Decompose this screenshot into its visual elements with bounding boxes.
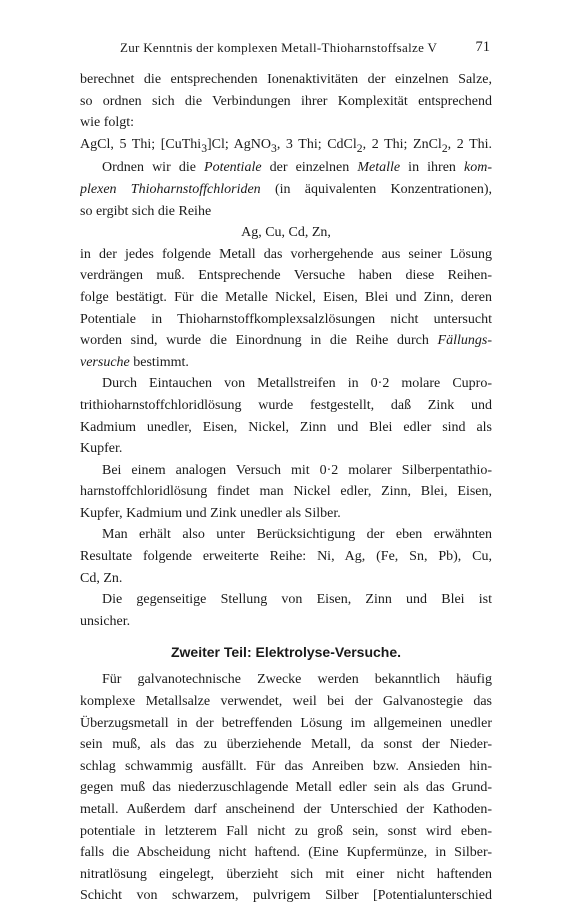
text-line: Potentiale in Thioharnstoffkomplexsalzlösungen nicht untersucht [80, 311, 492, 327]
emphasis: Fällungs- [437, 333, 492, 349]
metal-series: Ag, Cu, Cd, Zn, [241, 225, 331, 241]
text-line: Man erhält also unter Berücksichtigung der eben erwähnten [102, 527, 492, 543]
emphasis: Metalle [357, 160, 401, 176]
emphasis: versuche [80, 354, 130, 370]
text-line: folge bestätigt. Für die Metalle Nickel, Eisen, Blei und Zinn, deren [80, 289, 492, 305]
text-line: verdrängen muß. Entsprechende Versuche haben diese Reihen- [80, 268, 492, 284]
text-line: so ergibt sich die Reihe [80, 203, 212, 219]
text-line: nitratlösung eingelegt, überzieht sich mit einer nicht haftenden [80, 866, 492, 882]
text-line: harnstoffchloridlösung findet man Nickel edler, Zinn, Blei, Eisen, [80, 484, 492, 500]
text-line: in der jedes folgende Metall das vorhergehende aus seiner Lösung [80, 246, 492, 262]
text-line: gegen muß das niederzuschlagende Metall edler sein als das Grund- [80, 780, 492, 796]
text-line: Cd, Zn. [80, 570, 123, 586]
body-text [80, 69, 492, 907]
emphasis: plexen Thioharnstoffchloriden [80, 181, 261, 197]
text-line: Durch Eintauchen von Metallstreifen in 0·2 molare Cupro- [102, 376, 492, 392]
text-line: metall. Außerdem darf anscheinend der Unterschied der Kathoden- [80, 802, 492, 817]
formula-cdcl2: CdCl$_2$, 2 Thi; [327, 136, 408, 155]
text-line: Bei einem analogen Versuch mit 0·2 molarer Silberpentathio- [102, 462, 492, 478]
text-line: Für galvanotechnische Zwecke werden bekanntlich häufig [102, 672, 492, 688]
text-line: trithioharnstoffchloridlösung wurde festgestellt, daß Zink und [80, 397, 492, 413]
text-line: Die gegenseitige Stellung von Eisen, Zinn und Blei ist [102, 592, 492, 608]
formula-agno3: AgNO$_3$, 3 Thi; [233, 136, 322, 155]
emphasis: Potentiale [204, 160, 262, 176]
formula-zncl2: ZnCl$_2$, 2 Thi. [413, 136, 492, 155]
text-line: sein muß, als das zu überziehende Metall, da sonst der Nieder- [80, 737, 492, 753]
text-line: versuche bestimmt. [80, 354, 189, 370]
emphasis: kom- [464, 160, 492, 176]
text-line: komplexe Metallsalze verwendet, weil bei der Galvanostegie das [80, 694, 492, 710]
text-line: Schicht von schwarzem, pulvrigem Silber [Potentialunterschied [80, 888, 492, 904]
formula-line [80, 134, 492, 156]
text-line: Ordnen wir die Potentiale der einzelnen Metalle in ihren kom- [102, 160, 492, 176]
text-line: berechnet die entsprechenden Ionenaktivitäten der einzelnen Salze, [80, 72, 492, 87]
text-line: Resultate folgende erweiterte Reihe: Ni, Ag, (Fe, Sn, Pb), Cu, [80, 549, 492, 565]
text-line: wie folgt: [80, 115, 135, 131]
text-line: Kadmium unedler, Eisen, Nickel, Zinn und Blei edler sind als [80, 419, 492, 435]
text-line: schlag schwammig ausfällt. Für das Anreiben bzw. Ansieden hin- [80, 758, 492, 774]
text-line: Kupfer. [80, 441, 123, 457]
running-title: Zur Kenntnis der komplexen Metall-Thioharnstoffsalze V [120, 40, 438, 55]
page-number: 71 [475, 39, 490, 55]
text-line: plexen Thioharnstoffchloriden (in äquivalenten Konzentrationen), [80, 181, 492, 197]
text-line: Überzugsmetall in der betreffenden Lösung im allgemeinen unedler [80, 715, 492, 731]
text-line: potentiale in letzterem Fall nicht zu groß sein, sonst wird eben- [80, 823, 492, 839]
section-heading: Zweiter Teil: Elektrolyse-Versuche. [170, 644, 402, 661]
formula-agcl: AgCl, 5 Thi; [80, 136, 156, 152]
text-line: Kupfer, Kadmium und Zink unedler als Silber. [80, 505, 341, 521]
text-line: so ordnen sich die Verbindungen ihrer Komplexität entsprechend [80, 93, 492, 109]
text-line: worden sind, wurde die Einordnung in die Reihe durch Fällungs- [80, 333, 492, 349]
text-line: unsicher. [80, 613, 131, 629]
formula-cuthi: [CuThi$_3$]Cl; [160, 136, 229, 155]
page-header [80, 40, 490, 58]
text-line: falls die Abscheidung nicht haftend. (Eine Kupfermünze, in Silber- [80, 845, 492, 861]
